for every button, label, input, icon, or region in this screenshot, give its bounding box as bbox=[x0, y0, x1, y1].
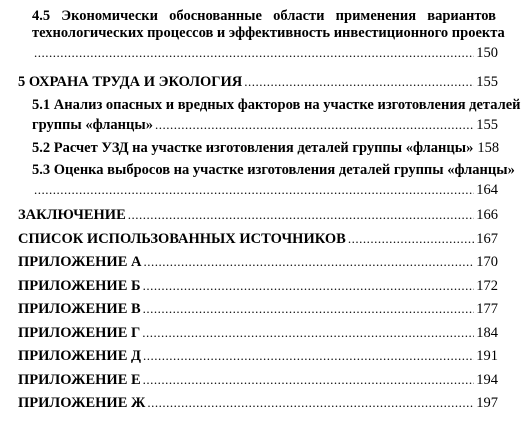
toc-entry-sources[interactable] bbox=[18, 230, 498, 248]
toc-entry-5-1-line1: 5.1 Анализ опасных и вредных факторов на участке изготовления деталей bbox=[32, 97, 521, 113]
leader-dots bbox=[34, 181, 474, 198]
page-number: 170 bbox=[476, 254, 498, 270]
page-number: 191 bbox=[476, 348, 498, 364]
toc-entry-appendix-zh[interactable] bbox=[18, 394, 498, 412]
page-number: 155 bbox=[476, 117, 498, 133]
leader-dots bbox=[147, 394, 474, 411]
leader-dots bbox=[143, 300, 475, 317]
page-number: 166 bbox=[476, 207, 498, 223]
page-number: 194 bbox=[476, 372, 498, 388]
toc-entry-4-5-line1: 4.5 Экономически обоснованные области применения вариантов bbox=[32, 8, 496, 24]
leader-dots bbox=[128, 206, 474, 223]
toc-entry-appendix-a[interactable] bbox=[18, 253, 498, 271]
page-number: 155 bbox=[476, 74, 498, 90]
leader-dots bbox=[244, 73, 474, 90]
page-number: 167 bbox=[476, 231, 498, 247]
leader-dots bbox=[143, 253, 474, 270]
entry-title: ПРИЛОЖЕНИЕ Г bbox=[18, 325, 141, 341]
leader-dots bbox=[143, 371, 475, 388]
page-number: 197 bbox=[476, 395, 498, 411]
page-number: 184 bbox=[476, 325, 498, 341]
toc-entry-5[interactable] bbox=[18, 73, 498, 91]
toc-entry-5-1[interactable] bbox=[32, 116, 498, 134]
entry-title: СПИСОК ИСПОЛЬЗОВАННЫХ ИСТОЧНИКОВ bbox=[18, 231, 346, 247]
toc-entry-conclusion[interactable] bbox=[18, 206, 498, 224]
toc-entry-5-2[interactable] bbox=[32, 139, 498, 157]
entry-title: ПРИЛОЖЕНИЕ В bbox=[18, 301, 141, 317]
leader-dots bbox=[34, 44, 474, 61]
entry-title: ПРИЛОЖЕНИЕ Е bbox=[18, 372, 141, 388]
page-number: 172 bbox=[476, 278, 498, 294]
page-number: 164 bbox=[476, 182, 498, 198]
toc-entry-appendix-g[interactable] bbox=[18, 324, 498, 342]
toc-entry-appendix-e[interactable] bbox=[18, 371, 498, 389]
toc-entry-5-3-line1: 5.3 Оценка выбросов на участке изготовления деталей группы «фланцы» bbox=[32, 162, 515, 178]
toc-entry-appendix-v[interactable] bbox=[18, 300, 498, 318]
entry-title: ЗАКЛЮЧЕНИЕ bbox=[18, 207, 126, 223]
entry-title: ПРИЛОЖЕНИЕ Ж bbox=[18, 395, 146, 411]
entry-title: ПРИЛОЖЕНИЕ А bbox=[18, 254, 142, 270]
leader-dots bbox=[348, 230, 474, 247]
leader-dots bbox=[155, 116, 474, 133]
toc-entry-appendix-d[interactable] bbox=[18, 347, 498, 365]
entry-title: 5 ОХРАНА ТРУДА И ЭКОЛОГИЯ bbox=[18, 74, 243, 90]
entry-title: ПРИЛОЖЕНИЕ Б bbox=[18, 278, 141, 294]
leader-dots bbox=[143, 277, 475, 294]
entry-title: 5.2 Расчет УЗД на участке изготовления деталей группы «фланцы» bbox=[32, 140, 474, 156]
page-number: 177 bbox=[476, 301, 498, 317]
page-number: 150 bbox=[476, 45, 498, 61]
leader-dots bbox=[143, 347, 474, 364]
entry-title: группы «фланцы» bbox=[32, 117, 153, 133]
toc-entry-appendix-b[interactable] bbox=[18, 277, 498, 295]
page-number: 158 bbox=[477, 140, 500, 156]
toc-entry-5-3[interactable] bbox=[32, 181, 498, 199]
toc-entry-4-5-leader[interactable] bbox=[32, 44, 498, 62]
leader-dots bbox=[142, 324, 474, 341]
toc-entry-4-5-line2: технологических процессов и эффективность инвестиционного проекта bbox=[32, 25, 505, 41]
entry-title: ПРИЛОЖЕНИЕ Д bbox=[18, 348, 141, 364]
